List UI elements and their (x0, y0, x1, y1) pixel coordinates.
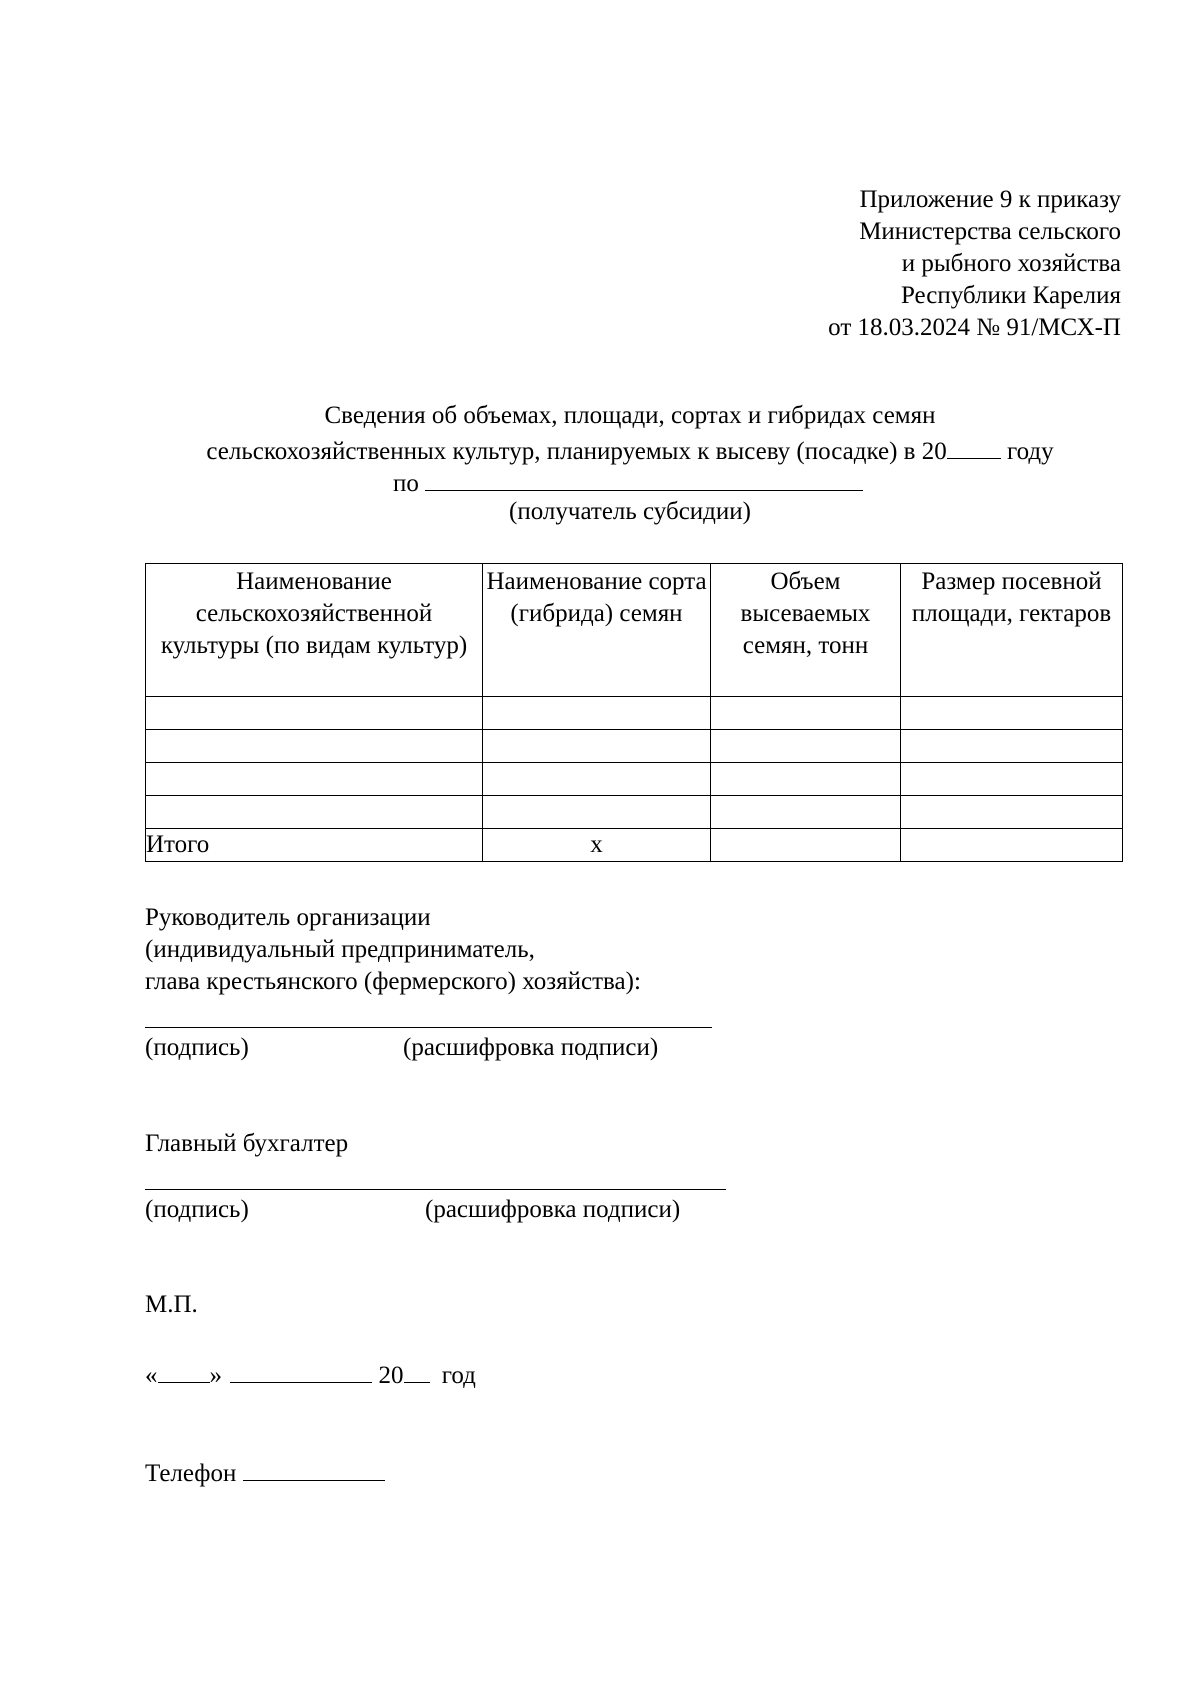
head-signature-line[interactable] (145, 1027, 712, 1028)
head-title-line-2: (индивидуальный предприниматель, (145, 936, 535, 963)
date-month-blank[interactable] (230, 1356, 372, 1383)
table-cell[interactable] (901, 796, 1123, 829)
table-cell[interactable] (483, 763, 711, 796)
total-label: Итого (146, 829, 483, 862)
recipient-caption: (получатель субсидии) (509, 498, 751, 525)
date-day-blank[interactable] (158, 1356, 210, 1383)
table-cell[interactable] (711, 763, 901, 796)
head-decoding-caption: (расшифровка подписи) (403, 1034, 659, 1061)
head-title-line-1: Руководитель организации (145, 904, 431, 931)
column-header-crop: Наименование сельскохозяйственной культуры (по видам культур) (146, 564, 483, 697)
year-blank[interactable] (947, 432, 1001, 459)
date-year-blank[interactable] (404, 1356, 430, 1383)
order-reference-line-1: Приложение 9 к приказу (859, 186, 1121, 213)
head-signature-caption: (подпись) (145, 1034, 249, 1061)
table-cell[interactable] (146, 763, 483, 796)
column-header-area: Размер посевной площади, гектаров (901, 564, 1123, 697)
date-quote-close: » (209, 1362, 222, 1389)
table-row (146, 796, 1123, 829)
recipient-prefix: по (393, 470, 426, 497)
phone-row (145, 1454, 385, 1490)
order-reference-line-4: Республики Карелия (900, 282, 1121, 309)
table-row (146, 697, 1123, 730)
table-cell[interactable] (146, 730, 483, 763)
column-header-volume: Объем высеваемых семян, тонн (711, 564, 901, 697)
total-volume-cell[interactable] (711, 829, 901, 862)
order-reference-line-3: и рыбного хозяйства (901, 250, 1121, 277)
seed-data-table (145, 563, 1123, 862)
table-cell[interactable] (483, 730, 711, 763)
table-cell[interactable] (483, 796, 711, 829)
date-quote-open: « (145, 1362, 158, 1389)
total-variety-cell: х (483, 829, 711, 862)
accountant-signature-caption: (подпись) (145, 1196, 249, 1223)
phone-label: Телефон (145, 1460, 237, 1487)
head-title-line-3: глава крестьянского (фермерского) хозяйства): (145, 968, 641, 995)
table-header-row (146, 564, 1123, 697)
date-row (145, 1356, 476, 1392)
recipient-row (393, 464, 863, 500)
accountant-signature-line[interactable] (145, 1189, 726, 1190)
column-header-variety: Наименование сорта (гибрида) семян (483, 564, 711, 697)
phone-blank[interactable] (243, 1454, 385, 1481)
form-title-line-1: Сведения об объемах, площади, сортах и гибридах семян (324, 402, 936, 429)
accountant-decoding-caption: (расшифровка подписи) (425, 1196, 681, 1223)
table-cell[interactable] (901, 730, 1123, 763)
form-title-line-2-suffix: году (1000, 438, 1054, 465)
table-cell[interactable] (483, 697, 711, 730)
table-cell[interactable] (146, 697, 483, 730)
table-cell[interactable] (711, 730, 901, 763)
stamp-place: М.П. (145, 1291, 198, 1318)
table-cell[interactable] (901, 697, 1123, 730)
total-area-cell[interactable] (901, 829, 1123, 862)
accountant-title: Главный бухгалтер (145, 1130, 349, 1157)
form-title-line-2 (0, 432, 1200, 468)
table-cell[interactable] (146, 796, 483, 829)
table-cell[interactable] (711, 796, 901, 829)
table-cell[interactable] (901, 763, 1123, 796)
total-row (146, 829, 1123, 862)
recipient-blank[interactable] (425, 464, 863, 491)
table-row (146, 730, 1123, 763)
date-year-prefix: 20 (378, 1362, 404, 1389)
table-cell[interactable] (711, 697, 901, 730)
order-reference-line-2: Министерства сельского (859, 218, 1121, 245)
order-reference (828, 184, 1121, 344)
date-year-suffix: год (441, 1362, 476, 1389)
form-title-line-2-text: сельскохозяйственных культур, планируемых к высеву (посадке) в 20 (206, 438, 947, 465)
table-row (146, 763, 1123, 796)
order-reference-line-5: от 18.03.2024 № 91/МСХ-П (828, 314, 1121, 341)
